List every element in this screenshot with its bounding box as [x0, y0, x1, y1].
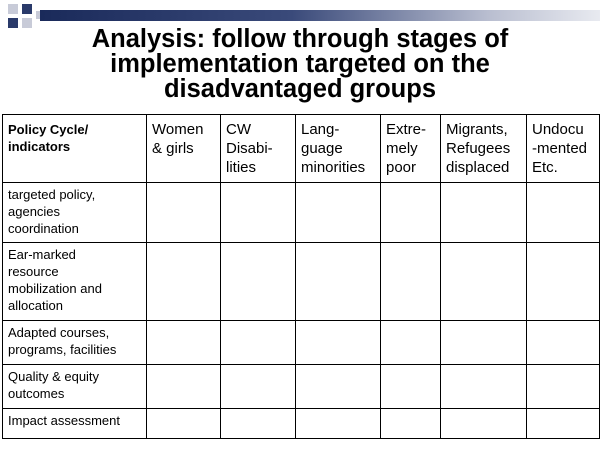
header-text: Etc. [532, 159, 558, 176]
header-text: Disabi- [226, 140, 273, 157]
row-text: Impact assessment [8, 413, 120, 428]
table-cell [527, 183, 600, 243]
table-cell [221, 321, 296, 365]
column-header-language-minorities [296, 115, 381, 183]
row-text: resource [8, 264, 59, 279]
table-cell [296, 409, 381, 439]
column-header-extremely-poor [381, 115, 441, 183]
header-text: lities [226, 159, 257, 176]
row-text: Ear-marked [8, 247, 76, 262]
header-text: Migrants, [446, 121, 508, 138]
header-text: & girls [152, 140, 194, 157]
table-cell [296, 321, 381, 365]
table-cell [441, 243, 527, 321]
header-band [40, 10, 600, 21]
table-cell [441, 409, 527, 439]
row-text: targeted policy, [8, 187, 96, 202]
row-text: coordination [8, 221, 79, 236]
row-text: outcomes [8, 386, 65, 401]
table-cell [381, 409, 441, 439]
table-cell [221, 183, 296, 243]
policy-analysis-table [2, 114, 600, 439]
table-cell [296, 365, 381, 409]
row-text: mobilization and [8, 281, 102, 296]
table-cell [527, 365, 600, 409]
table-cell [296, 243, 381, 321]
header-text: Extre- [386, 121, 427, 138]
row-text: agencies [8, 204, 61, 219]
header-text: indicators [8, 139, 71, 154]
decor-square [8, 4, 18, 14]
table-cell [527, 409, 600, 439]
header-text: displaced [446, 159, 510, 176]
table-row [3, 409, 600, 439]
table-cell [381, 243, 441, 321]
table-cell [221, 365, 296, 409]
table-cell [147, 409, 221, 439]
header-text: Undocu [532, 121, 584, 138]
column-header-undocumented [527, 115, 600, 183]
column-header-migrants-refugees [441, 115, 527, 183]
title-line: disadvantaged groups [163, 75, 437, 103]
row-text: programs, facilities [8, 342, 117, 357]
row-header-quality-equity [3, 365, 147, 409]
title-line: implementation targeted on the [110, 50, 490, 78]
row-text: Quality & equity [8, 369, 100, 384]
header-text: -mented [532, 140, 588, 157]
row-text: Adapted courses, [8, 325, 110, 340]
header-text: Refugees [446, 140, 511, 157]
header-row [3, 115, 600, 183]
row-header-impact-assessment [3, 409, 147, 439]
header-text: poor [386, 159, 417, 176]
column-header-cw-disabilities [221, 115, 296, 183]
table-row [3, 365, 600, 409]
table-row [3, 321, 600, 365]
header-text: minorities [301, 159, 366, 176]
table-cell [147, 321, 221, 365]
table-cell [381, 183, 441, 243]
header-text: Policy Cycle/ [8, 122, 89, 137]
table-cell [147, 243, 221, 321]
row-header-ear-marked-resource [3, 243, 147, 321]
header-text: CW [226, 121, 251, 138]
header-text: Women [152, 121, 204, 138]
corner-header-cell [3, 115, 147, 183]
table-row [3, 183, 600, 243]
table-row [3, 243, 600, 321]
header-text: guage [301, 140, 343, 157]
table-cell [381, 321, 441, 365]
decor-square [22, 4, 32, 14]
table-cell [296, 183, 381, 243]
table-cell [221, 243, 296, 321]
table-cell [147, 183, 221, 243]
table-cell [381, 365, 441, 409]
slide-title [0, 27, 600, 102]
table-cell [527, 321, 600, 365]
header-text: mely [386, 140, 418, 157]
table-cell [441, 183, 527, 243]
table-cell [441, 365, 527, 409]
row-header-targeted-policy [3, 183, 147, 243]
table-cell [147, 365, 221, 409]
row-header-adapted-courses [3, 321, 147, 365]
title-line: Analysis: follow through stages of [91, 25, 509, 53]
table-cell [221, 409, 296, 439]
column-header-women-girls [147, 115, 221, 183]
table-cell [441, 321, 527, 365]
table-cell [527, 243, 600, 321]
header-text: Lang- [301, 121, 340, 138]
row-text: allocation [8, 298, 63, 313]
